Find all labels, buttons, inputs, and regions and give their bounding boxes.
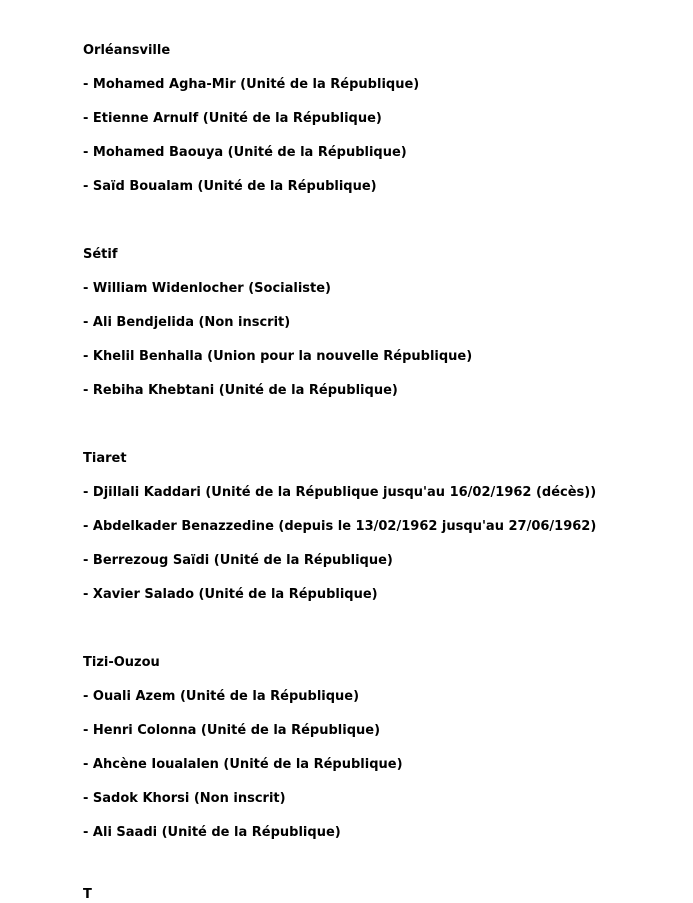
member-line: - Ahcène Ioualalen (Unité de la République) <box>83 757 403 772</box>
section-spacer <box>83 621 683 655</box>
section-heading: Tiaret <box>83 451 127 466</box>
section-heading: Tizi-Ouzou <box>83 655 160 670</box>
section-tiaret <box>83 451 683 621</box>
member-line: - Henri Colonna (Unité de la République) <box>83 723 381 738</box>
member-line: - Rebiha Khebtani (Unité de la République) <box>83 383 398 398</box>
member-line: - Djillali Kaddari (Unité de la République jusqu'au 16/02/1962 (décès)) <box>83 485 597 500</box>
member-line: - Ali Bendjelida (Non inscrit) <box>83 315 291 330</box>
section-spacer <box>83 213 683 247</box>
member-line: - Abdelkader Benazzedine (depuis le 13/02/1962 jusqu'au 27/06/1962) <box>83 519 597 534</box>
document-body <box>83 43 683 859</box>
section-tizi-ouzou <box>83 655 683 859</box>
cut-off-section-heading: T <box>83 887 92 902</box>
member-line: - Sadok Khorsi (Non inscrit) <box>83 791 286 806</box>
member-line: - Mohamed Baouya (Unité de la République) <box>83 145 407 160</box>
section-spacer <box>83 417 683 451</box>
member-line: - Ouali Azem (Unité de la République) <box>83 689 360 704</box>
member-line: - Ali Saadi (Unité de la République) <box>83 825 341 840</box>
member-line: - Saïd Boualam (Unité de la République) <box>83 179 377 194</box>
section-orleansville <box>83 43 683 213</box>
member-line: - Xavier Salado (Unité de la République) <box>83 587 378 602</box>
section-setif <box>83 247 683 417</box>
member-line: - Mohamed Agha-Mir (Unité de la République) <box>83 77 420 92</box>
member-line: - Berrezoug Saïdi (Unité de la République) <box>83 553 393 568</box>
section-heading: Sétif <box>83 247 118 262</box>
member-line: - Khelil Benhalla (Union pour la nouvelle République) <box>83 349 473 364</box>
section-heading: Orléansville <box>83 43 171 58</box>
member-line: - Etienne Arnulf (Unité de la République) <box>83 111 382 126</box>
member-line: - William Widenlocher (Socialiste) <box>83 281 331 296</box>
